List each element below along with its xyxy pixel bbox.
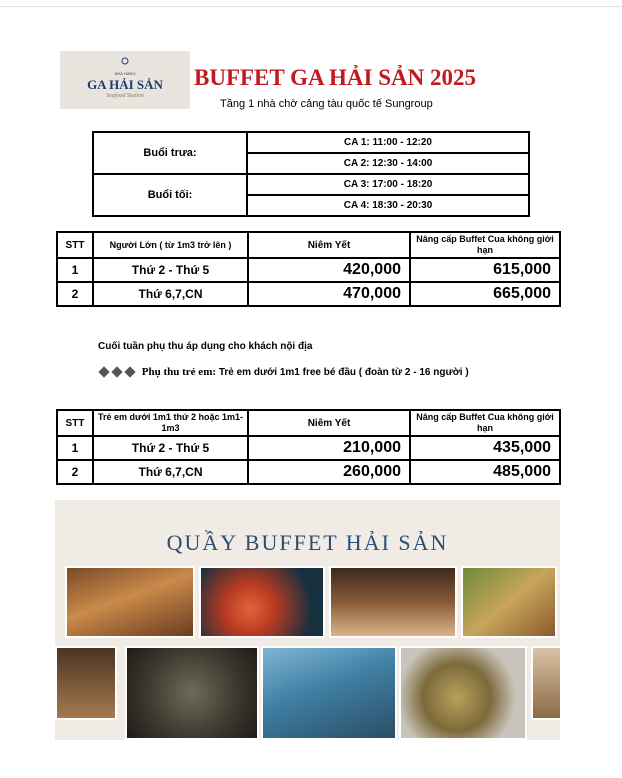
buffet-photo-salad-bar	[461, 566, 557, 638]
buffet-photo-baskets	[65, 566, 195, 638]
banner-title: QUẦY BUFFET HẢI SẢN	[166, 530, 449, 555]
anchor-icon	[121, 57, 129, 65]
logo-script: Seafood Station	[106, 93, 144, 99]
row-days: Thứ 2 - Thứ 5	[93, 436, 248, 460]
row-days: Thứ 6,7,CN	[93, 460, 248, 484]
table-row	[57, 258, 560, 282]
row-upgrade-price: 665,000	[410, 282, 560, 306]
header-upgrade: Nâng cấp Buffet Cua không giới hạn	[410, 410, 560, 436]
child-surcharge-note	[100, 366, 469, 378]
buffet-photo-restaurant	[55, 646, 117, 720]
row-listed-price: 420,000	[248, 258, 410, 282]
session-schedule-table	[92, 131, 530, 217]
child-surcharge-text: Trẻ em dưới 1m1 free bé đầu ( đoàn từ 2 - 16 người )	[218, 367, 469, 378]
dinner-label: Buổi tối:	[93, 174, 247, 216]
table-row	[57, 282, 560, 306]
diamond-icon	[124, 366, 135, 377]
row-upgrade-price: 485,000	[410, 460, 560, 484]
row-days: Thứ 6,7,CN	[93, 282, 248, 306]
row-upgrade-price: 435,000	[410, 436, 560, 460]
header-upgrade: Nâng cấp Buffet Cua không giới hạn	[410, 232, 560, 258]
session-slot-1: CA 1: 11:00 - 12:20	[247, 132, 529, 153]
restaurant-logo	[60, 51, 190, 109]
row-listed-price: 260,000	[248, 460, 410, 484]
row-days: Thứ 2 - Thứ 5	[93, 258, 248, 282]
session-slot-2: CA 2: 12:30 - 14:00	[247, 153, 529, 174]
header-listed: Niêm Yết	[248, 232, 410, 258]
buffet-photo-chef-station	[329, 566, 457, 638]
row-stt: 2	[57, 460, 93, 484]
header-listed: Niêm Yết	[248, 410, 410, 436]
session-slot-4: CA 4: 18:30 - 20:30	[247, 195, 529, 216]
row-stt: 2	[57, 282, 93, 306]
header-stt: STT	[57, 410, 93, 436]
header-stt: STT	[57, 232, 93, 258]
table-row	[57, 460, 560, 484]
diamond-icon	[111, 366, 122, 377]
session-slot-3: CA 3: 17:00 - 18:20	[247, 174, 529, 195]
buffet-photo-oysters	[261, 646, 397, 740]
table-header-row	[57, 410, 560, 436]
header-category: Người Lớn ( từ 1m3 trở lên )	[93, 232, 248, 258]
buffet-banner	[55, 500, 560, 740]
logo-name: GA HẢI SẢN	[87, 77, 163, 92]
table-header-row	[57, 232, 560, 258]
header-category: Trẻ em dưới 1m1 thứ 2 hoặc 1m1-1m3	[93, 410, 248, 436]
page-subtitle: Tầng 1 nhà chờ cảng tàu quốc tế Sungroup	[220, 98, 433, 110]
session-row	[93, 174, 529, 195]
lunch-label: Buổi trưa:	[93, 132, 247, 174]
row-listed-price: 470,000	[248, 282, 410, 306]
table-row	[57, 436, 560, 460]
buffet-photo-seafood-platter	[199, 566, 325, 638]
adult-price-table	[56, 231, 561, 307]
weekend-surcharge-note: Cuối tuần phụ thu áp dụng cho khách nội địa	[98, 341, 313, 352]
child-surcharge-label: Phụ thu trẻ em:	[141, 366, 217, 378]
buffet-photo-dessert	[531, 646, 560, 720]
logo-small-text: NHÀ HÀNG	[114, 71, 136, 76]
diamond-icon	[98, 366, 109, 377]
child-price-table	[56, 409, 561, 485]
session-row	[93, 132, 529, 153]
row-upgrade-price: 615,000	[410, 258, 560, 282]
row-listed-price: 210,000	[248, 436, 410, 460]
page-title: BUFFET GA HẢI SẢN 2025	[194, 65, 477, 90]
buffet-photo-snails	[125, 646, 259, 740]
row-stt: 1	[57, 436, 93, 460]
row-stt: 1	[57, 258, 93, 282]
buffet-photo-chafing-dish	[399, 646, 527, 740]
page-top-rule	[0, 6, 622, 7]
